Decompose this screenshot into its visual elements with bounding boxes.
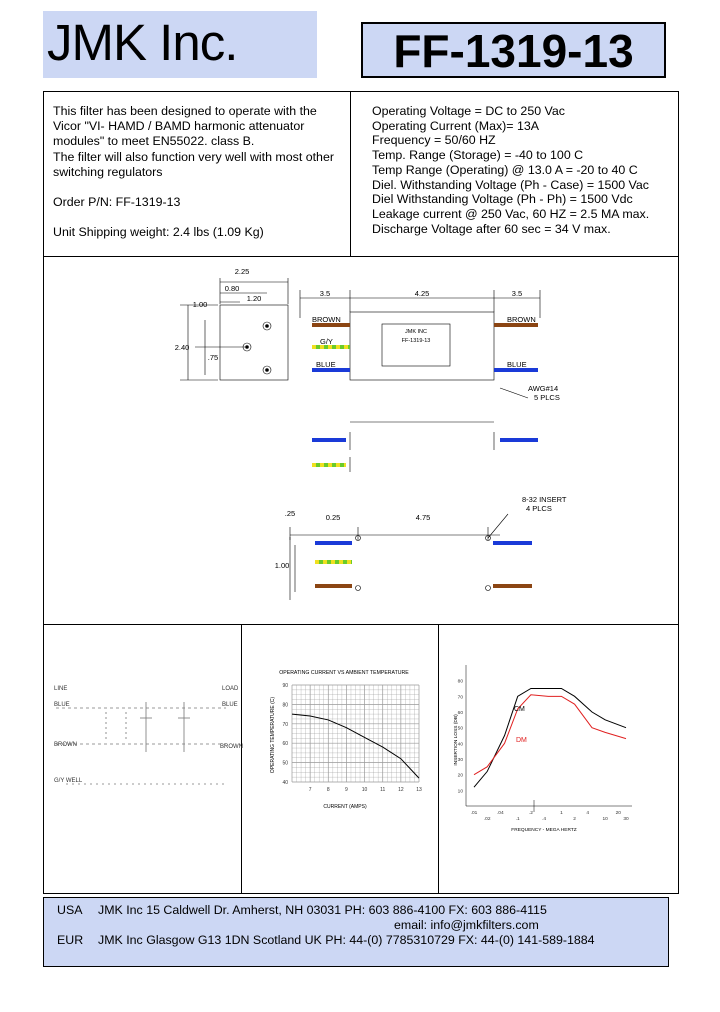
divider-vertical-top xyxy=(350,91,351,256)
chart2-x-tick: 1 xyxy=(560,811,563,816)
spec-line: Temp Range (Operating) @ 13.0 A = -20 to 40 C xyxy=(372,162,638,177)
mechanical-drawing xyxy=(170,260,590,620)
wire-label-blue-left: BLUE xyxy=(316,360,336,369)
shipping-weight: Unit Shipping weight: 2.4 lbs (1.09 Kg) xyxy=(53,225,264,240)
schematic-load: LOAD xyxy=(222,686,239,692)
schematic-brown-left: BROWN xyxy=(54,742,77,748)
chart1-y-tick: 40 xyxy=(282,780,288,786)
divider-vertical-bottom-1 xyxy=(241,624,242,894)
schematic-gy: G/Y WELL xyxy=(54,778,83,784)
current-vs-temperature-chart xyxy=(246,660,432,816)
chart2-y-tick: 20 xyxy=(457,773,463,779)
description-text: This filter has been designed to operate with the Vicor "VI- HAMD / BAMD harmonic attenuator modules" to meet EN55022. class B. xyxy=(53,104,317,149)
chart1-x-tick: 9 xyxy=(345,787,348,793)
chart2-x-tick: .4 xyxy=(542,817,547,822)
spec-line: Operating Current (Max)= 13A xyxy=(372,118,540,133)
chart2-x-tick: .01 xyxy=(470,811,478,816)
dim-425: 4.25 xyxy=(414,289,430,298)
footer-usa-region: USA xyxy=(57,903,83,917)
schematic-blue-right: BLUE xyxy=(222,702,238,708)
chart2-xlabel: FREQUENCY - MEGA HERTZ xyxy=(511,828,577,833)
dim-35-left: 3.5 xyxy=(319,289,331,298)
chart2-y-tick: 30 xyxy=(457,758,463,763)
wire-label-brown-left: BROWN xyxy=(312,315,341,324)
company-logo-box xyxy=(43,11,317,78)
chart2-x-tick: 10 xyxy=(602,817,608,822)
plate-line-1: JMK INC xyxy=(405,329,427,335)
chart2-x-tick: .02 xyxy=(483,817,491,822)
spec-line: Temp. Range (Storage) = -40 to 100 C xyxy=(372,148,584,163)
wire-label-blue-right: BLUE xyxy=(507,360,527,369)
spec-line: Operating Voltage = DC to 250 Vac xyxy=(372,104,565,118)
chart2-y-tick: 80 xyxy=(457,679,463,685)
dim-025: .25 xyxy=(284,509,296,518)
spec-line: Frequency = 50/60 HZ xyxy=(372,133,496,148)
footer-eur-region: EUR xyxy=(57,933,84,947)
chart2-series-cm xyxy=(474,689,626,788)
description-text-2: The filter will also function very well with most other switching regulators xyxy=(53,149,334,179)
schematic xyxy=(46,632,243,882)
chart1-y-tick: 80 xyxy=(282,702,288,709)
chart1-x-tick: 11 xyxy=(380,787,386,793)
description-block xyxy=(53,104,348,240)
chart1-y-tick: 50 xyxy=(282,760,288,767)
insert-label: 8-32 INSERT xyxy=(522,495,567,504)
chart1-ylabel: OPERATING TEMPERATURE (C) xyxy=(270,696,276,774)
part-number: FF-1319-13 xyxy=(393,25,634,77)
spec-line: Diel. Withstanding Voltage (Ph - Case) = 1500 Vac xyxy=(372,177,649,192)
dim-120: 1.20 xyxy=(246,294,262,303)
plcs-label: 5 PLCS xyxy=(534,393,560,402)
dim-225: 2.25 xyxy=(234,267,250,276)
chart1-x-tick: 13 xyxy=(416,787,422,793)
footer-email[interactable]: email: info@jmkfilters.com xyxy=(394,918,539,932)
chart2-y-tick: 10 xyxy=(457,789,463,795)
chart2-x-tick: 2 xyxy=(573,817,576,822)
chart2-x-tick: 30 xyxy=(623,817,629,822)
part-number-box xyxy=(361,22,666,78)
chart2-x-tick: .04 xyxy=(496,811,504,816)
dim-100: 1.00 xyxy=(192,300,208,309)
chart2-x-tick: 4 xyxy=(586,811,590,816)
chart1-x-tick: 7 xyxy=(308,787,312,793)
chart2-y-tick: 40 xyxy=(457,742,463,748)
side-view-outline xyxy=(220,305,288,380)
insertion-loss-chart xyxy=(444,660,638,840)
dim-240: 2.40 xyxy=(174,343,190,352)
chart2-x-tick: .2 xyxy=(528,811,533,816)
dim-025b: 0.25 xyxy=(325,513,341,522)
spec-line: Discharge Voltage after 60 sec = 34 V max. xyxy=(372,221,611,236)
wire-label-brown-right: BROWN xyxy=(507,315,536,324)
chart2-y-tick: 50 xyxy=(457,726,463,732)
top-view-body xyxy=(350,312,494,380)
dim-080: 0.80 xyxy=(224,284,240,293)
chart2-y-tick: 70 xyxy=(457,695,463,701)
footer-usa-address: JMK Inc 15 Caldwell Dr. Amherst, NH 03031 PH: 603 886-4100 FX: 603 886-4115 xyxy=(98,903,547,917)
chart2-ylabel: INSERTION LOSS (DB) xyxy=(454,714,459,766)
wire-label-gy: G/Y xyxy=(320,337,333,346)
chart2-legend-dm: DM xyxy=(516,737,527,744)
schematic-blue-left: BLUE xyxy=(54,702,70,708)
chart1-x-tick: 10 xyxy=(361,787,368,793)
chart2-series-dm xyxy=(474,695,626,775)
spec-line: Leakage current @ 250 Vac, 60 HZ = 2.5 MA max. xyxy=(372,206,650,221)
chart1-x-tick: 8 xyxy=(326,787,330,793)
dim-075: .75 xyxy=(207,353,219,362)
dim-100b: 1.00 xyxy=(274,561,290,570)
divider-bottom xyxy=(43,624,679,625)
chart1-x-tick: 12 xyxy=(398,787,404,793)
spec-line: Diel Withstanding Voltage (Ph - Ph) = 1500 Vdc xyxy=(372,192,633,207)
chart1-y-tick: 60 xyxy=(282,741,288,748)
chart1-xlabel: CURRENT (AMPS) xyxy=(323,804,367,810)
schematic-line: LINE xyxy=(54,686,68,692)
chart2-legend-cm: CM xyxy=(514,706,525,713)
chart2-x-tick: .1 xyxy=(515,817,520,822)
chart2-x-tick: 20 xyxy=(615,811,621,816)
chart1-title: OPERATING CURRENT VS AMBIENT TEMPERATURE xyxy=(279,670,409,676)
schematic-brown-right: BROWN xyxy=(220,744,243,750)
footer-contact xyxy=(43,897,669,967)
awg-label: AWG#14 xyxy=(528,384,559,393)
plate-line-2: FF-1319-13 xyxy=(401,338,431,344)
divider-top xyxy=(43,256,679,257)
specs-list xyxy=(372,104,677,236)
footer-eur-address: JMK Inc Glasgow G13 1DN Scotland UK PH: 44-(0) 7785310729 FX: 44-(0) 141-589-1884 xyxy=(98,933,595,947)
chart1-y-tick: 90 xyxy=(282,683,288,689)
dim-35-right: 3.5 xyxy=(511,289,523,298)
divider-vertical-bottom-2 xyxy=(438,624,439,894)
insert-plcs-label: 4 PLCS xyxy=(526,504,552,513)
chart2-y-tick: 60 xyxy=(457,711,463,716)
chart1-y-tick: 70 xyxy=(282,721,288,728)
company-name: JMK Inc. xyxy=(47,14,238,71)
dim-475: 4.75 xyxy=(415,513,431,522)
order-part-number: Order P/N: FF-1319-13 xyxy=(53,195,181,210)
